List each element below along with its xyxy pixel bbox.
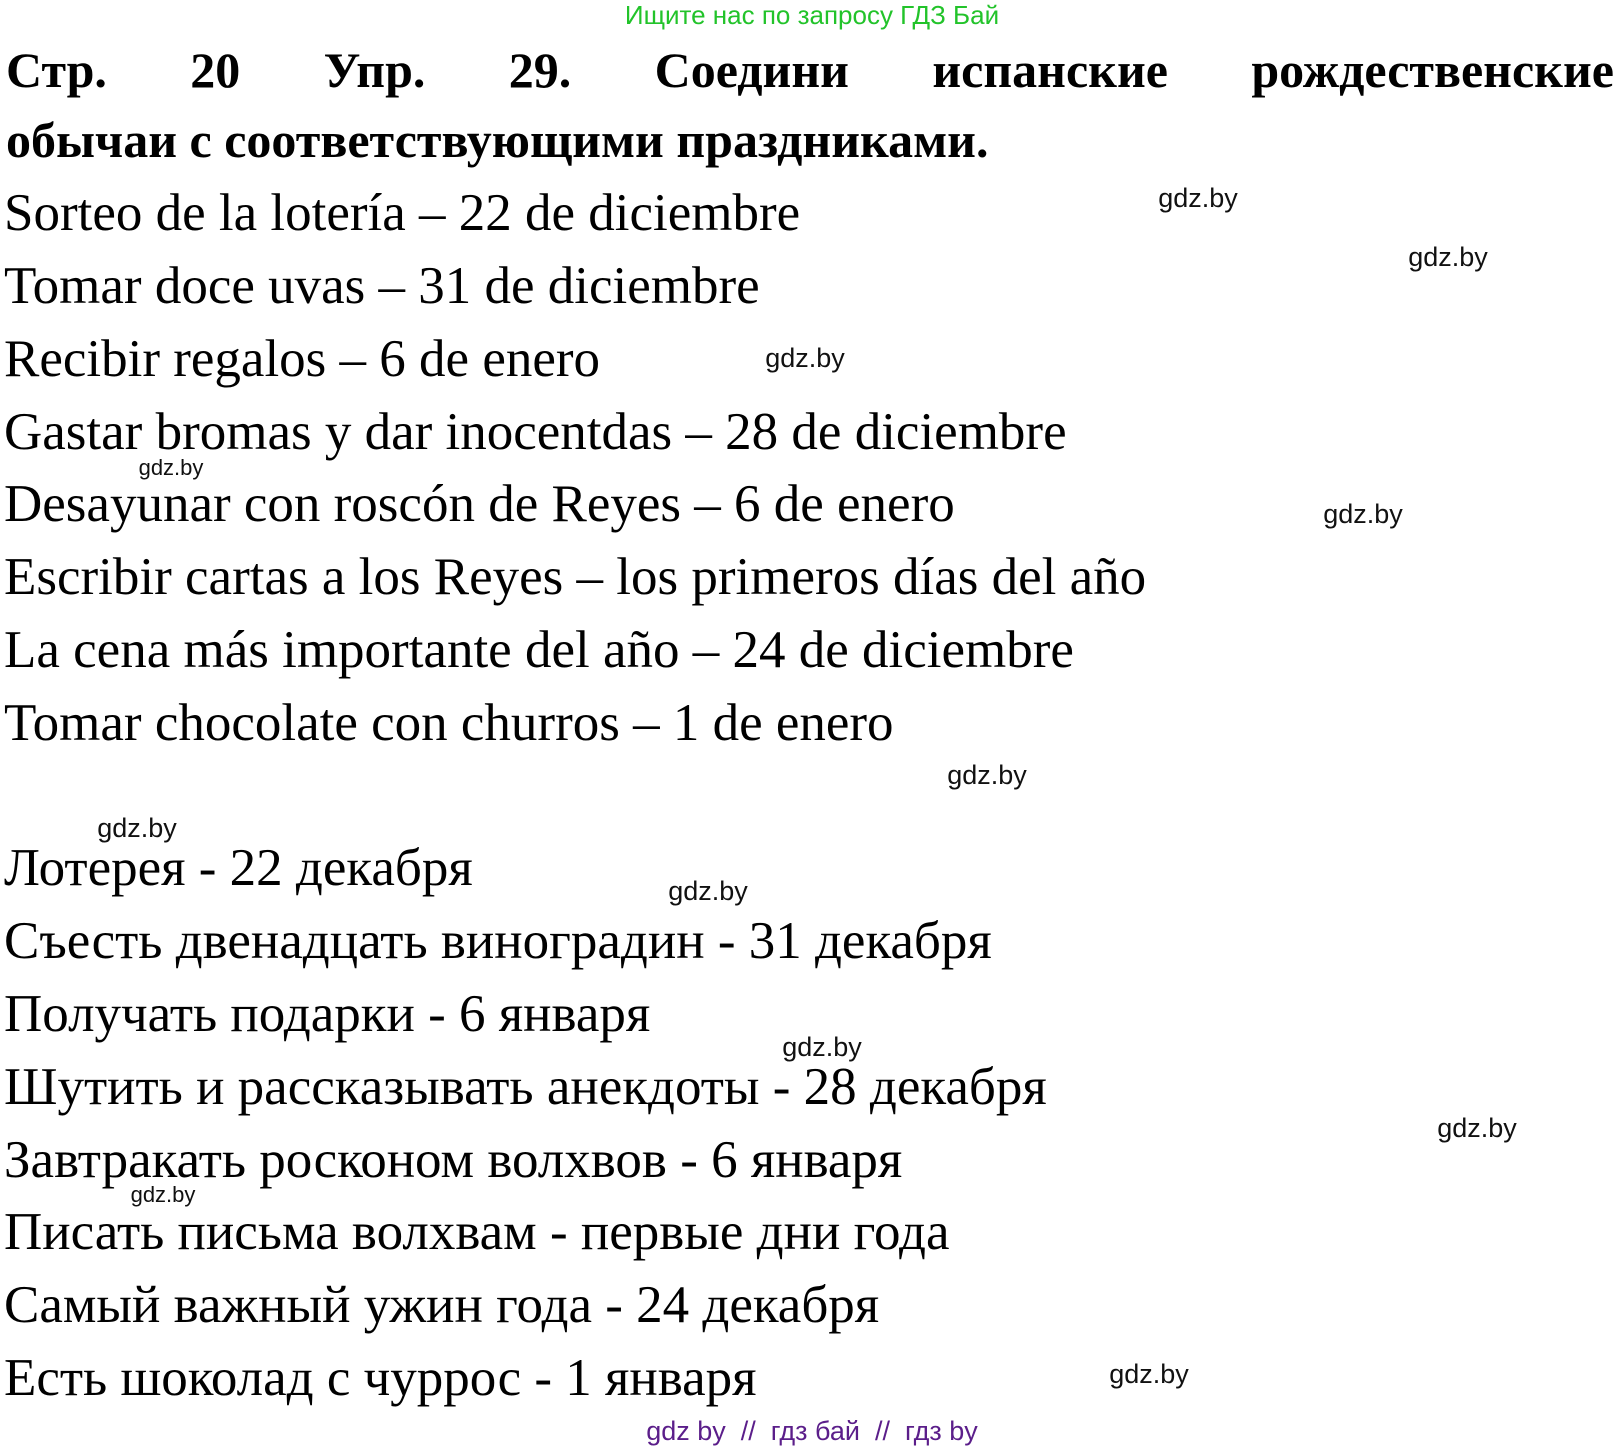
spanish-line: Gastar bromas y dar inocentdas – 28 de diciembre: [4, 403, 1067, 461]
watermark: gdz.by: [97, 813, 177, 843]
spanish-line: Desayunar con roscón de Reyes – 6 de enero: [4, 475, 955, 533]
russian-line: Съесть двенадцать виноградин - 31 декабря: [4, 912, 992, 970]
russian-line: Завтракать росконом волхвов - 6 января: [4, 1131, 903, 1189]
watermark: gdz.by: [1323, 499, 1403, 529]
watermark: gdz.by: [782, 1032, 862, 1062]
russian-line: Писать письма волхвам - первые дни года: [4, 1203, 950, 1261]
watermark: gdz.by: [1408, 242, 1488, 272]
russian-line: Есть шоколад с чуррос - 1 января: [4, 1349, 757, 1407]
footer-banner: gdz by // гдз бай // гдз by: [646, 1416, 978, 1446]
exercise-title-line-1: Стр. 20 Упр. 29. Соедини испанские рождественские: [6, 42, 1614, 98]
russian-line: Самый важный ужин года - 24 декабря: [4, 1276, 880, 1334]
watermark: gdz.by: [130, 1182, 196, 1207]
spanish-line: Sorteo de la lotería – 22 de diciembre: [4, 184, 801, 242]
spanish-line: Tomar chocolate con churros – 1 de enero: [4, 694, 894, 752]
spanish-line: La cena más importante del año – 24 de diciembre: [4, 621, 1074, 679]
russian-line: Получать подарки - 6 января: [4, 985, 651, 1043]
russian-line: Лотерея - 22 декабря: [4, 839, 473, 897]
exercise-title-line-2: обычаи с соответствующими праздниками.: [6, 112, 989, 168]
search-banner: Ищите нас по запросу ГДЗ Бай: [624, 0, 1000, 30]
watermark: gdz.by: [947, 760, 1027, 790]
watermark: gdz.by: [138, 455, 204, 480]
spanish-line: Tomar doce uvas – 31 de diciembre: [4, 257, 760, 315]
watermark: gdz.by: [1437, 1113, 1517, 1143]
spanish-line: Recibir regalos – 6 de enero: [4, 330, 601, 388]
watermark: gdz.by: [765, 343, 845, 373]
watermark: gdz.by: [668, 876, 748, 906]
watermark: gdz.by: [1109, 1359, 1189, 1389]
russian-line: Шутить и рассказывать анекдоты - 28 декабря: [4, 1058, 1047, 1116]
watermark: gdz.by: [1158, 183, 1238, 213]
spanish-line: Escribir cartas a los Reyes – los primeros días del año: [4, 548, 1147, 606]
